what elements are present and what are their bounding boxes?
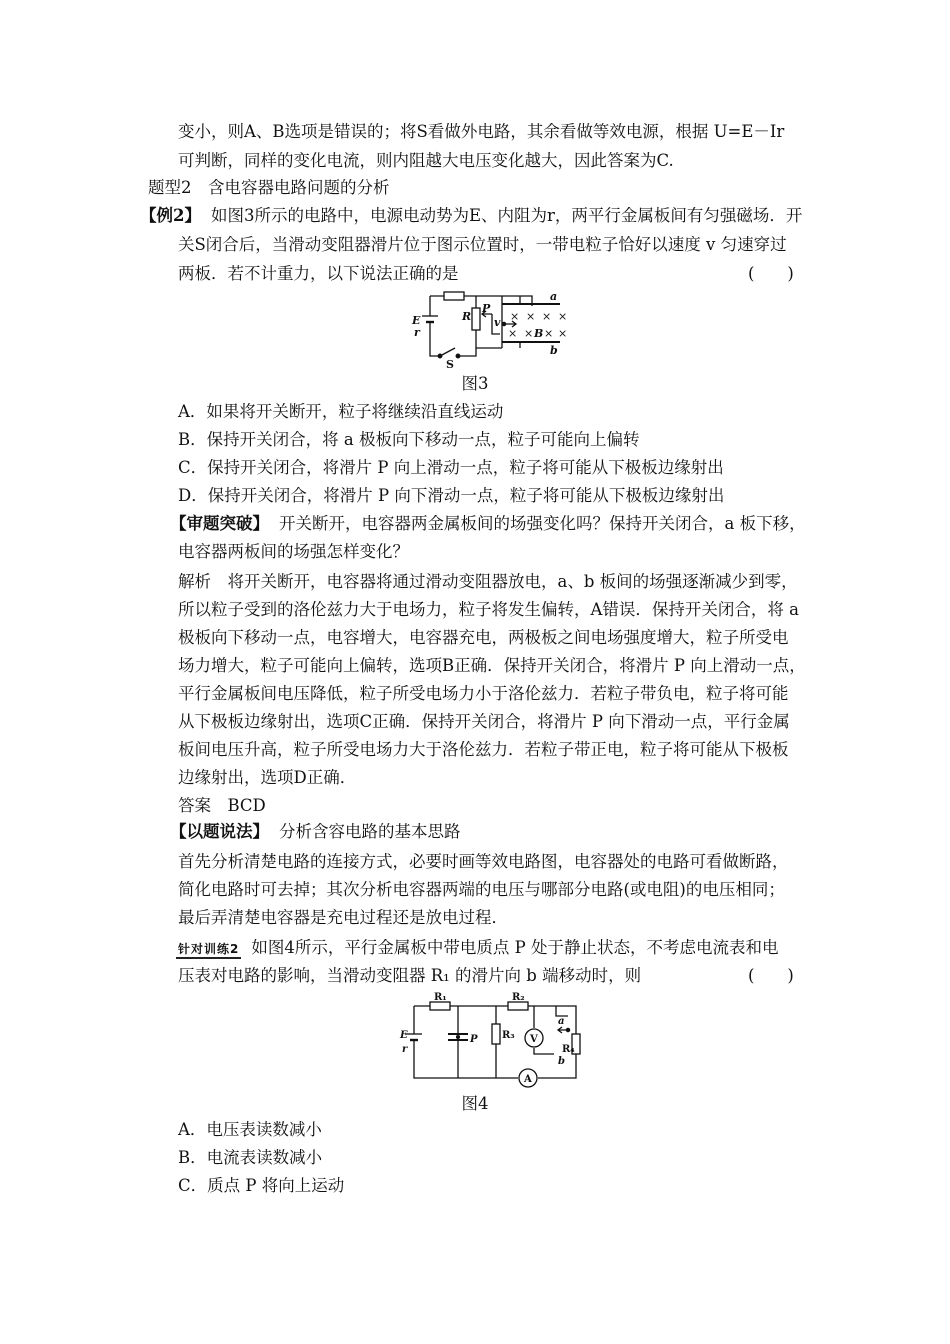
method-line-title (170, 820, 461, 844)
training-option-c: C．质点 P 将向上运动 (178, 1176, 345, 1195)
fig3-label-S: S (446, 358, 454, 370)
fig3-label-a: a (550, 290, 558, 303)
fig4-label-r: r (402, 1044, 408, 1055)
fig3-cross: × (558, 327, 568, 340)
method-line-1: 首先分析清楚电路的连接方式，必要时画等效电路图，电容器处的电路可看做断路， (178, 852, 789, 871)
fig4-label-R2: R₂ (512, 992, 525, 1003)
example-line-3: 两板．若不计重力，以下说法正确的是 (178, 264, 459, 283)
analysis-line-5: 平行金属板间电压降低，粒子所受电场力小于洛伦兹力．若粒子带负电，粒子将可能 (178, 684, 789, 703)
training-line-2: 压表对电路的影响，当滑动变阻器 R₁ 的滑片向 b 端移动时，则 (178, 966, 642, 985)
fig3-cross: × (542, 310, 552, 323)
fig3-label-B: B (534, 327, 544, 340)
fig3-label-r: r (414, 326, 420, 339)
analysis-line-2: 所以粒子受到的洛伦兹力大于电场力，粒子将发生偏转，A错误．保持开关闭合，将 a (178, 600, 799, 619)
method-title: 分析含容电路的基本思路 (279, 822, 461, 841)
analysis-line-1: 解析 将开关断开，电容器将通过滑动变阻器放电，a、b 板间的场强逐渐减少到零， (178, 572, 798, 591)
example-line-1 (140, 204, 802, 228)
fig3-label-P: P (482, 302, 491, 315)
option-a: A．如果将开关断开，粒子将继续沿直线运动 (178, 402, 504, 421)
fig3-cross: × (508, 327, 518, 340)
fig4-label-b: b (558, 1056, 565, 1067)
answer-line: 答案 BCD (178, 796, 266, 815)
fig4-label-A: A (524, 1074, 532, 1085)
option-d: D．保持开关闭合，将滑片 P 向下滑动一点，粒子将可能从下极板边缘射出 (178, 486, 725, 505)
example-answer-blank: ( ) (748, 264, 794, 283)
training-text-1: 如图4所示，平行金属板中带电质点 P 处于静止状态，不考虑电流表和电 (251, 938, 779, 957)
fig3-cross: × (510, 310, 520, 323)
fig3-label-R: R (462, 310, 472, 323)
training-option-a: A．电压表读数减小 (178, 1120, 322, 1139)
fig3-cross: × (524, 327, 534, 340)
figure-4-caption: 图4 (461, 1094, 489, 1113)
training-badge: 针对训练2 (176, 941, 241, 959)
analysis-line-6: 从下极板边缘射出，选项C正确．保持开关闭合，将滑片 P 向下滑动一点，平行金属 (178, 712, 790, 731)
fig3-label-b: b (550, 344, 558, 357)
method-line-2: 简化电路时可去掉；其次分析电容器两端的电压与哪部分电路(或电阻)的电压相同； (178, 880, 785, 899)
option-b: B．保持开关闭合，将 a 极板向下移动一点，粒子可能向上偏转 (178, 430, 640, 449)
figure-3-circuit (400, 286, 590, 370)
breakthrough-tag: 【审题突破】 (170, 514, 269, 533)
fig4-label-R3: R₃ (502, 1030, 515, 1041)
training-option-b: B．电流表读数减小 (178, 1148, 323, 1167)
fig3-cross: × (558, 310, 568, 323)
analysis-line-7: 板间电压升高，粒子所受电场力大于洛伦兹力．若粒子带正电，粒子将可能从下极板 (178, 740, 789, 759)
example-text-1: 如图3所示的电路中，电源电动势为E、内阻为r，两平行金属板间有匀强磁场．开 (210, 206, 803, 225)
fig3-label-v: v (494, 316, 501, 329)
example-line-2: 关S闭合后，当滑动变阻器滑片位于图示位置时，一带电粒子恰好以速度 v 匀速穿过 (178, 235, 787, 254)
intro-line-2: 可判断，同样的变化电流，则内阻越大电压变化越大，因此答案为C. (178, 151, 674, 170)
option-c: C．保持开关闭合，将滑片 P 向上滑动一点，粒子将可能从下极板边缘射出 (178, 458, 724, 477)
breakthrough-line-2: 电容器两板间的场强怎样变化？ (178, 542, 409, 561)
method-tag: 【以题说法】 (170, 822, 269, 841)
fig4-label-R4: R₄ (562, 1044, 575, 1055)
fig3-cross: × (526, 310, 536, 323)
method-line-3: 最后弄清楚电容器是充电过程还是放电过程． (178, 908, 508, 927)
fig4-label-P: P (470, 1034, 478, 1045)
training-line-1 (176, 936, 778, 960)
fig4-label-a: a (558, 1016, 565, 1027)
fig3-cross: × (544, 327, 554, 340)
example-tag: 【例2】 (140, 206, 201, 225)
training-answer-blank: ( ) (748, 966, 794, 985)
section-title: 题型2 含电容器电路问题的分析 (148, 178, 390, 197)
fig4-label-R1: R₁ (434, 992, 447, 1003)
analysis-line-3: 极板向下移动一点，电容增大，电容器充电，两极板之间电场强度增大，粒子所受电 (178, 628, 789, 647)
figure-3-caption: 图3 (461, 374, 489, 393)
intro-line-1: 变小，则A、B选项是错误的；将S看做外电路，其余看做等效电源，根据 U=E－Ir (178, 122, 785, 141)
fig4-label-E: E (400, 1030, 408, 1041)
fig4-label-V: V (530, 1034, 538, 1045)
breakthrough-text-1: 开关断开，电容器两金属板间的场强变化吗？保持开关闭合，a 板下移， (279, 514, 806, 533)
analysis-line-8: 边缘射出，选项D正确． (178, 768, 357, 787)
analysis-line-4: 场力增大，粒子可能向上偏转，选项B正确．保持开关闭合，将滑片 P 向上滑动一点， (178, 656, 806, 675)
breakthrough-line-1 (170, 512, 806, 536)
fig3-label-E: E (412, 314, 421, 327)
figure-4-circuit (398, 990, 590, 1088)
